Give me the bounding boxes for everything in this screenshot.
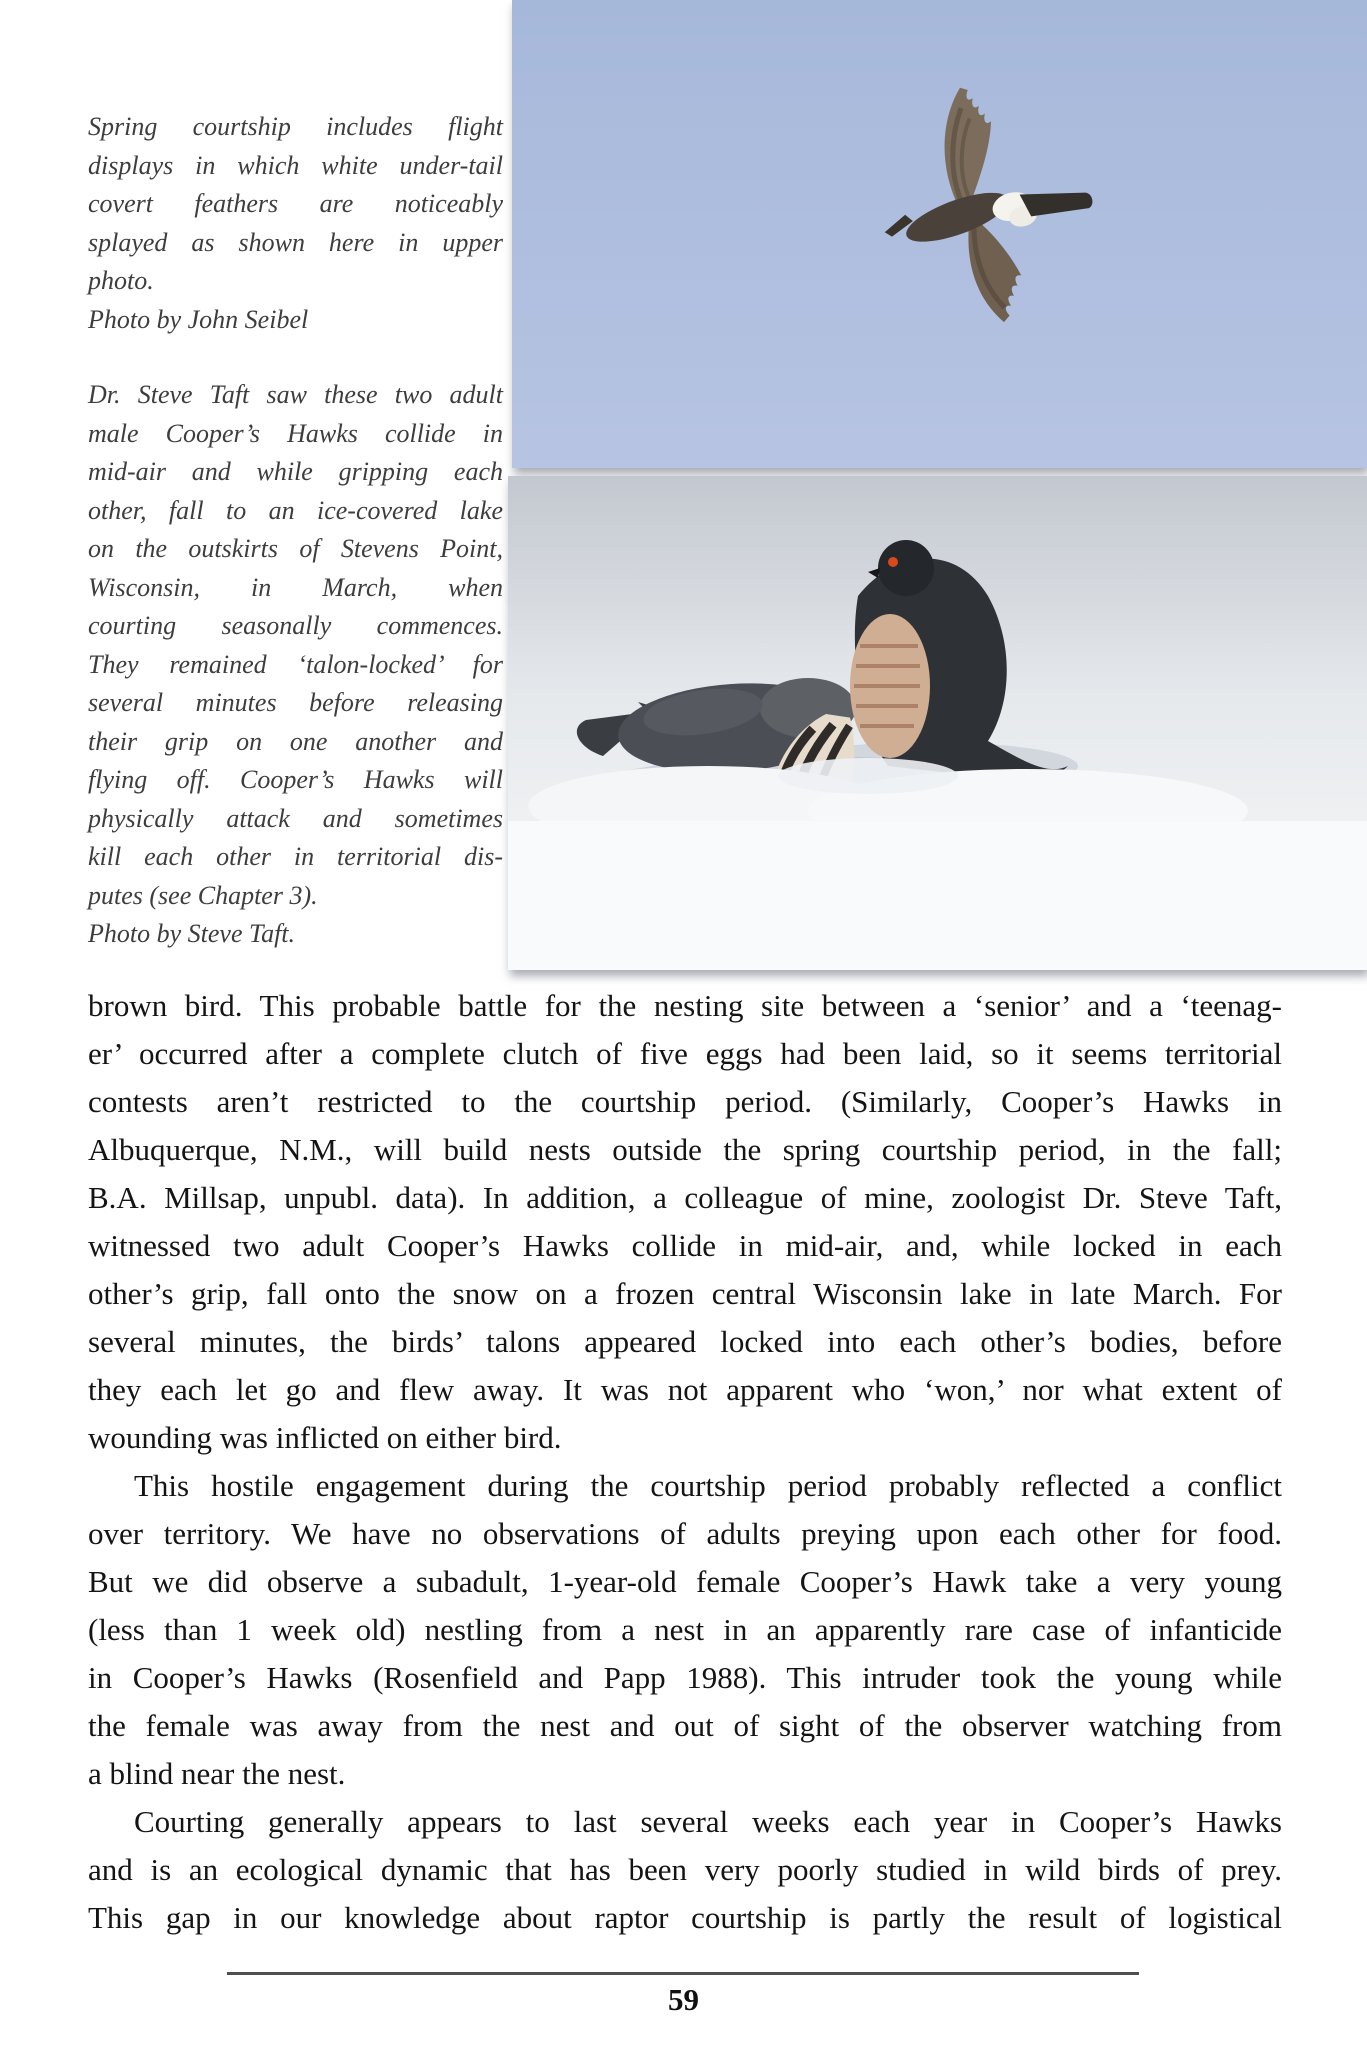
text-line: B.A. Millsap, unpubl. data). In addition, a colleague of mine, zoologist Dr. Steve Taft,: [88, 1180, 1282, 1215]
text-line: Spring courtship includes flight: [88, 112, 503, 141]
text-line: Dr. Steve Taft saw these two adult: [88, 380, 503, 409]
text-line: other’s grip, fall onto the snow on a frozen central Wisconsin lake in late March. For: [88, 1276, 1282, 1311]
text-line: they each let go and flew away. It was not apparent who ‘won,’ nor what extent of: [88, 1372, 1282, 1407]
text-line: mid-air and while gripping each: [88, 457, 503, 486]
text-line: courting seasonally commences.: [88, 611, 503, 640]
text-line: their grip on one another and: [88, 726, 503, 756]
text-line: and is an ecological dynamic that has been very poorly studied in wild birds of prey.: [88, 1852, 1282, 1887]
text-line: They remained ‘talon-locked’ for: [88, 649, 503, 679]
text-line: But we did observe a subadult, 1-year-old female Cooper’s Hawk take a very young: [88, 1564, 1282, 1599]
text-line: on the outskirts of Stevens Point,: [88, 534, 503, 563]
text-line: This hostile engagement during the courtship period probably reflected a conflict: [134, 1468, 1282, 1503]
paragraph: [88, 1462, 1282, 1798]
text-line: er’ occurred after a complete clutch of five eggs had been laid, so it seems territorial: [88, 1036, 1282, 1071]
caption-lines: [88, 376, 503, 915]
text-line: the female was away from the nest and out of sight of the observer watching from: [88, 1708, 1282, 1743]
talon-lock-caption: [88, 376, 503, 954]
text-line: flying off. Cooper’s Hawks will: [88, 765, 503, 794]
text-line: covert feathers are noticeably: [88, 189, 503, 218]
text-line: wounding was inflicted on either bird.: [88, 1420, 562, 1455]
text-line: photo.: [88, 266, 154, 295]
text-line: Wisconsin, in March, when: [88, 572, 503, 602]
text-line: witnessed two adult Cooper’s Hawks collide in mid-air, and, while locked in each: [88, 1228, 1282, 1263]
text-line: male Cooper’s Hawks collide in: [88, 418, 503, 448]
text-line: Courting generally appears to last several weeks each year in Cooper’s Hawks: [134, 1804, 1282, 1839]
hawks-snow-photo: [508, 476, 1367, 970]
page-number: 59: [668, 1982, 699, 2017]
photo-credit: Photo by Steve Taft.: [88, 919, 296, 948]
text-line: Albuquerque, N.M., will build nests outside the spring courtship period, in the fall;: [88, 1132, 1282, 1167]
text-line: in Cooper’s Hawks (Rosenfield and Papp 1988). This intruder took the young while: [88, 1660, 1282, 1695]
text-line: putes (see Chapter 3).: [88, 880, 318, 910]
text-line: other, fall to an ice-covered lake: [88, 495, 503, 525]
hawk-flight-photo: [512, 0, 1367, 468]
text-line: displays in which white under-tail: [88, 150, 503, 180]
text-line: splayed as shown here in upper: [88, 227, 503, 257]
body-text: [88, 982, 1282, 1942]
text-line: (less than 1 week old) nestling from a nest in an apparently rare case of infanticide: [88, 1612, 1282, 1647]
caption-lines: [88, 108, 503, 301]
text-line: several minutes before releasing: [88, 688, 503, 717]
text-line: a blind near the nest.: [88, 1756, 346, 1791]
text-line: physically attack and sometimes: [88, 803, 503, 833]
text-line: contests aren’t restricted to the courtship period. (Similarly, Cooper’s Hawks in: [88, 1084, 1282, 1119]
paragraph: [88, 982, 1282, 1462]
flying-hawk-illustration: [512, 0, 1367, 468]
paragraph: [88, 1798, 1282, 1942]
flight-display-caption: [88, 108, 503, 339]
snow-hawks-illustration: [508, 476, 1367, 970]
text-line: This gap in our knowledge about raptor courtship is partly the result of logistical: [88, 1900, 1282, 1935]
photo-credit: Photo by John Seibel: [88, 304, 309, 334]
text-line: brown bird. This probable battle for the nesting site between a ‘senior’ and a ‘teenag-: [88, 988, 1282, 1023]
text-line: kill each other in territorial dis-: [88, 842, 503, 871]
text-line: several minutes, the birds’ talons appeared locked into each other’s bodies, before: [88, 1324, 1282, 1359]
text-line: over territory. We have no observations of adults preying upon each other for food.: [88, 1516, 1282, 1551]
footer-rule: [227, 1972, 1139, 1975]
